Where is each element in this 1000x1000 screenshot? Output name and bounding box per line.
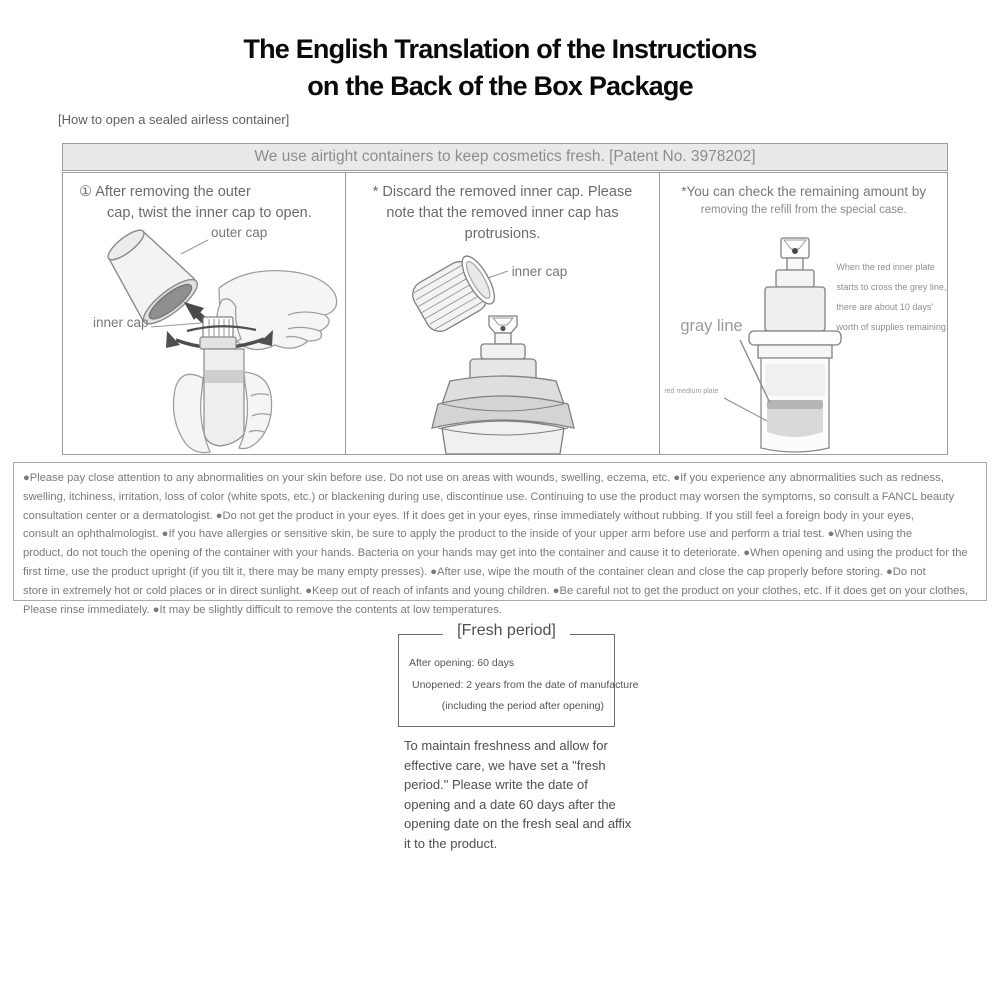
panel-discard-heading-line1: * Discard the removed inner cap. Please [372,184,633,200]
precaution-line: store in extremely hot or cold places or in direct sunlight. ●Keep out of reach of infants and young children. ●Be careful not to get the product on your clothes, etc. If it does get on your clothes, [23,584,969,597]
precautions-box [13,462,987,616]
fresh-after-opening: After opening: 60 days [409,657,515,669]
fresh-period-box [398,622,639,727]
fresh-seal-note [404,736,632,854]
ribbed-inner-cap-drawing [407,252,500,337]
precaution-line: consult an ophthalmologist. ●If you have allergies or sensitive skin, be sure to apply the product to the inside of your upper arm before use and perform a trial test. ●When using the [23,528,913,541]
page-title [0,31,1000,105]
fresh-seal-note-line: To maintain freshness and allow for [404,738,608,753]
panel-open-heading-line2: cap, twist the inner cap to open. [107,205,312,221]
panel-remaining-heading-line1: *You can check the remaining amount by [681,184,927,199]
discard-cap-illustration [346,236,660,454]
remaining-note [836,257,948,337]
precaution-line: Please rinse immediately. ●It may be slightly difficult to remove the contents at low temperatures. [23,603,502,616]
fresh-seal-note-line: effective care, we have set a "fresh [404,757,606,773]
page-title-line2: on the Back of the Box Package [307,71,693,101]
panel-open-heading-line1: ① After removing the outer [79,184,251,200]
precaution-line: ●Please pay close attention to any abnormalities on your skin before use. Do not use on areas with wounds, swelling, eczema, etc. ●If you experience any abnormalities such as redness, [23,472,944,484]
panel-remaining-heading-line2: removing the refill from the special case. [700,204,907,216]
inner-cap-label: inner cap [511,264,568,279]
fresh-seal-note-line: it to the product. [404,835,498,851]
remaining-note-line3: there are about 10 days' [836,302,934,312]
precaution-line: swelling, itchiness, irritation, loss of color (white spots, etc.) or blackening during use, discontinue use. Continuing to use the product may worsen the symptoms, so consult a FANCL beauty [23,490,955,503]
precaution-line: first time, use the product upright (if you tilt it, there may be many empty presses). ●After use, wipe the mouth of the container clean and close the cap properly before storing. ●Do not [23,565,926,578]
fresh-unopened: Unopened: 2 years from the date of manufacture [412,679,639,691]
panel-discard-heading-line2: note that the removed inner cap has [386,205,619,221]
refill-bottle-drawing [749,238,841,452]
inner-cap-leader-line [488,271,508,278]
red-medium-plate-label: red medium plate [664,388,719,395]
bottle-drawing [200,337,244,446]
twist-open-illustration [63,224,345,454]
panel-discard-cap [346,173,661,454]
outer-cap-leader-line [181,240,208,254]
gray-line-label: gray line [680,317,743,335]
precaution-line: product, do not touch the opening of the container with your hands. Bacteria on your hands may get into the container and cause it to deteriorate. ●When opening and using the product for the [23,547,968,560]
remaining-note-line2: starts to cross the grey line, [836,282,947,292]
precaution-line: consultation center or a dermatologist. ●Do not get the product in your eyes. If it does get in your eyes, rinse immediately without rubbing. If you still feel a foreign body in your eyes, [23,509,915,522]
patent-banner: We use airtight containers to keep cosmetics fresh. [Patent No. 3978202] [62,143,948,171]
fresh-seal-note-line: period." Please write the date of [404,777,588,793]
section-label: [How to open a sealed airless container] [58,112,290,127]
panel-discard-heading-line3: protrusions. [464,226,541,242]
remaining-note-line4: worth of supplies remaining. [836,322,949,332]
remaining-note-line1: When the red inner plate [836,262,935,272]
fresh-seal-note-line: opening and a date 60 days after the [404,796,616,812]
inner-cap-leader-line [151,323,201,327]
outer-cap-drawing [95,219,203,331]
panel-open-heading [79,182,312,224]
panel-open-cap [63,173,346,454]
pump-top-drawing [432,316,574,454]
fresh-including: (including the period after opening) [441,700,604,712]
inner-cap-label: inner cap [93,315,149,330]
fresh-seal-note-line: opening date on the fresh seal and affix [404,816,632,832]
fresh-period-title: [Fresh period] [443,622,570,640]
panel-check-remaining [660,173,947,454]
outer-cap-label: outer cap [211,225,268,240]
fresh-period-title-wrap [399,622,614,640]
instruction-panels [62,172,948,455]
page-title-line1: The English Translation of the Instructions [243,34,757,64]
